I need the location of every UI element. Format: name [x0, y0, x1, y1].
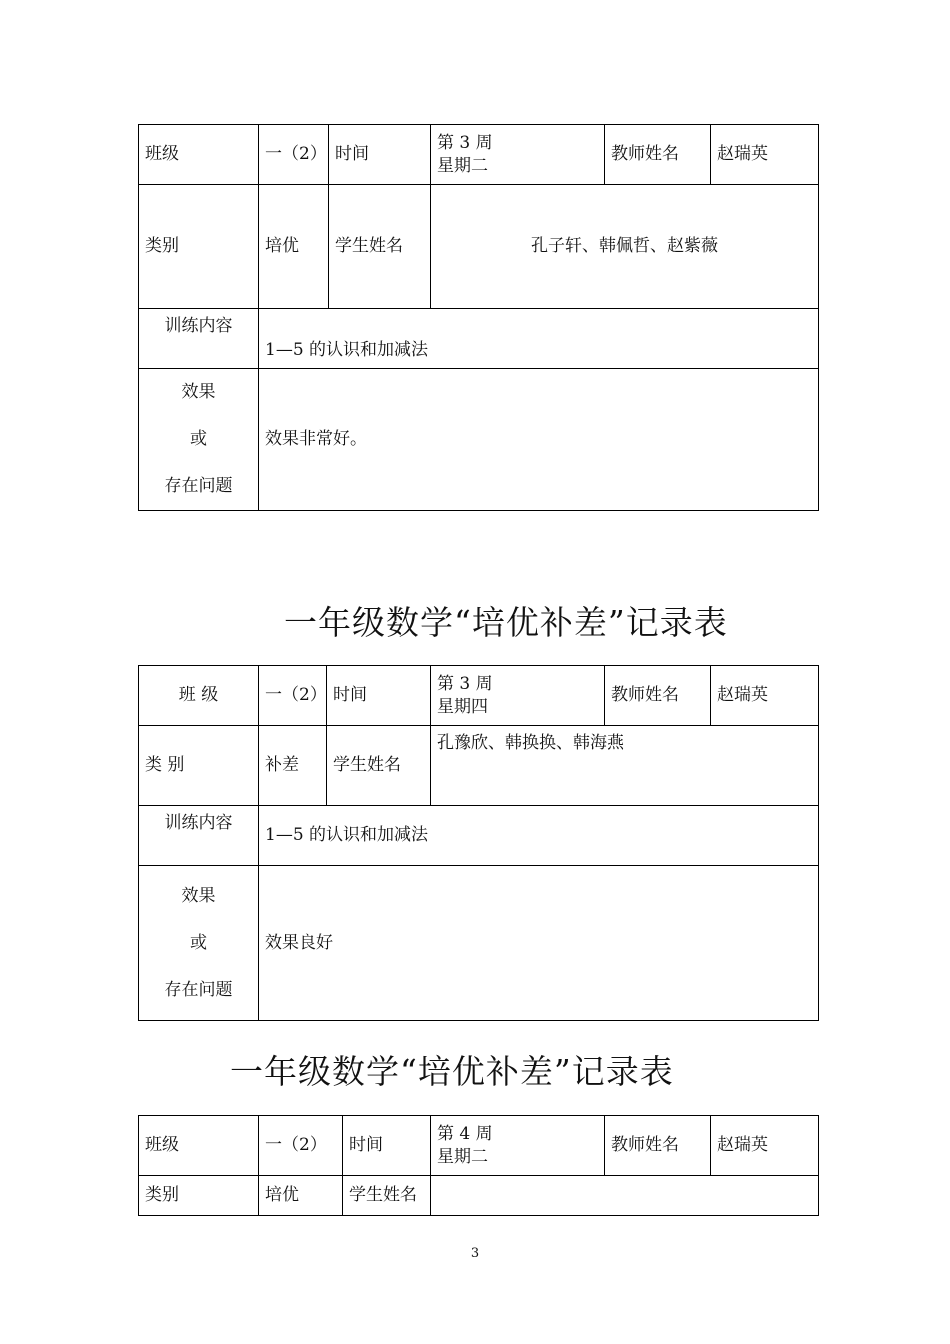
time-label: 时间: [327, 666, 431, 726]
students-value: 孔豫欣、韩换换、韩海燕: [431, 726, 819, 806]
effect-label-line-3: 存在问题: [164, 979, 233, 1000]
effect-label-line-1: 效果: [181, 382, 216, 402]
effect-label-line-2: 或: [190, 932, 207, 953]
students-label: 学生姓名: [343, 1176, 431, 1216]
time-label: 时间: [343, 1116, 431, 1176]
table-title: 一年级数学“培优补差”记录表: [284, 603, 728, 642]
class-value: 一（2）: [259, 125, 329, 185]
students-label: 学生姓名: [327, 726, 431, 806]
time-label: 时间: [329, 125, 431, 185]
effect-label-line-3: 存在问题: [164, 476, 233, 496]
category-label: 类 别: [139, 726, 259, 806]
category-value: 补差: [259, 726, 327, 806]
effect-label: [139, 369, 259, 511]
teacher-value: 赵瑞英: [711, 1116, 819, 1176]
time-value: [431, 125, 605, 185]
students-value: 孔子轩、韩佩哲、赵紫薇: [431, 185, 819, 309]
training-value: 1—5 的认识和加减法: [259, 309, 819, 369]
class-label: 班级: [139, 125, 259, 185]
table-title: 一年级数学“培优补差”记录表: [230, 1052, 674, 1091]
students-label: 学生姓名: [329, 185, 431, 309]
effect-label-line-1: 效果: [181, 885, 216, 906]
effect-value: 效果非常好。: [259, 369, 819, 511]
teacher-label: 教师姓名: [605, 666, 711, 726]
class-label: 班级: [139, 1116, 259, 1176]
day-value: 星期二: [437, 155, 488, 176]
teacher-value: 赵瑞英: [711, 125, 819, 185]
training-value: 1—5 的认识和加减法: [259, 806, 819, 866]
category-value: 培优: [259, 185, 329, 309]
record-table-2: [138, 665, 819, 1021]
teacher-label: 教师姓名: [605, 1116, 711, 1176]
class-label: 班 级: [139, 666, 259, 726]
week-value: 第 3 周: [437, 673, 493, 694]
class-value: 一（2）: [259, 666, 327, 726]
day-value: 星期二: [437, 1146, 488, 1167]
record-table-3: [138, 1115, 819, 1216]
week-value: 第 4 周: [437, 1123, 493, 1144]
effect-label-line-2: 或: [190, 429, 207, 449]
category-value: 培优: [259, 1176, 343, 1216]
teacher-label: 教师姓名: [605, 125, 711, 185]
teacher-value: 赵瑞英: [711, 666, 819, 726]
record-table-1: [138, 124, 819, 511]
category-label: 类别: [139, 1176, 259, 1216]
day-value: 星期四: [437, 696, 488, 717]
training-label: 训练内容: [139, 806, 259, 866]
category-label: 类别: [139, 185, 259, 309]
week-value: 第 3 周: [437, 132, 493, 153]
time-value: [431, 666, 605, 726]
effect-label: [139, 866, 259, 1021]
training-label: 训练内容: [139, 309, 259, 369]
page-number: 3: [470, 1246, 480, 1261]
class-value: 一（2）: [259, 1116, 343, 1176]
students-value: [431, 1176, 819, 1216]
effect-value: 效果良好: [259, 866, 819, 1021]
time-value: [431, 1116, 605, 1176]
